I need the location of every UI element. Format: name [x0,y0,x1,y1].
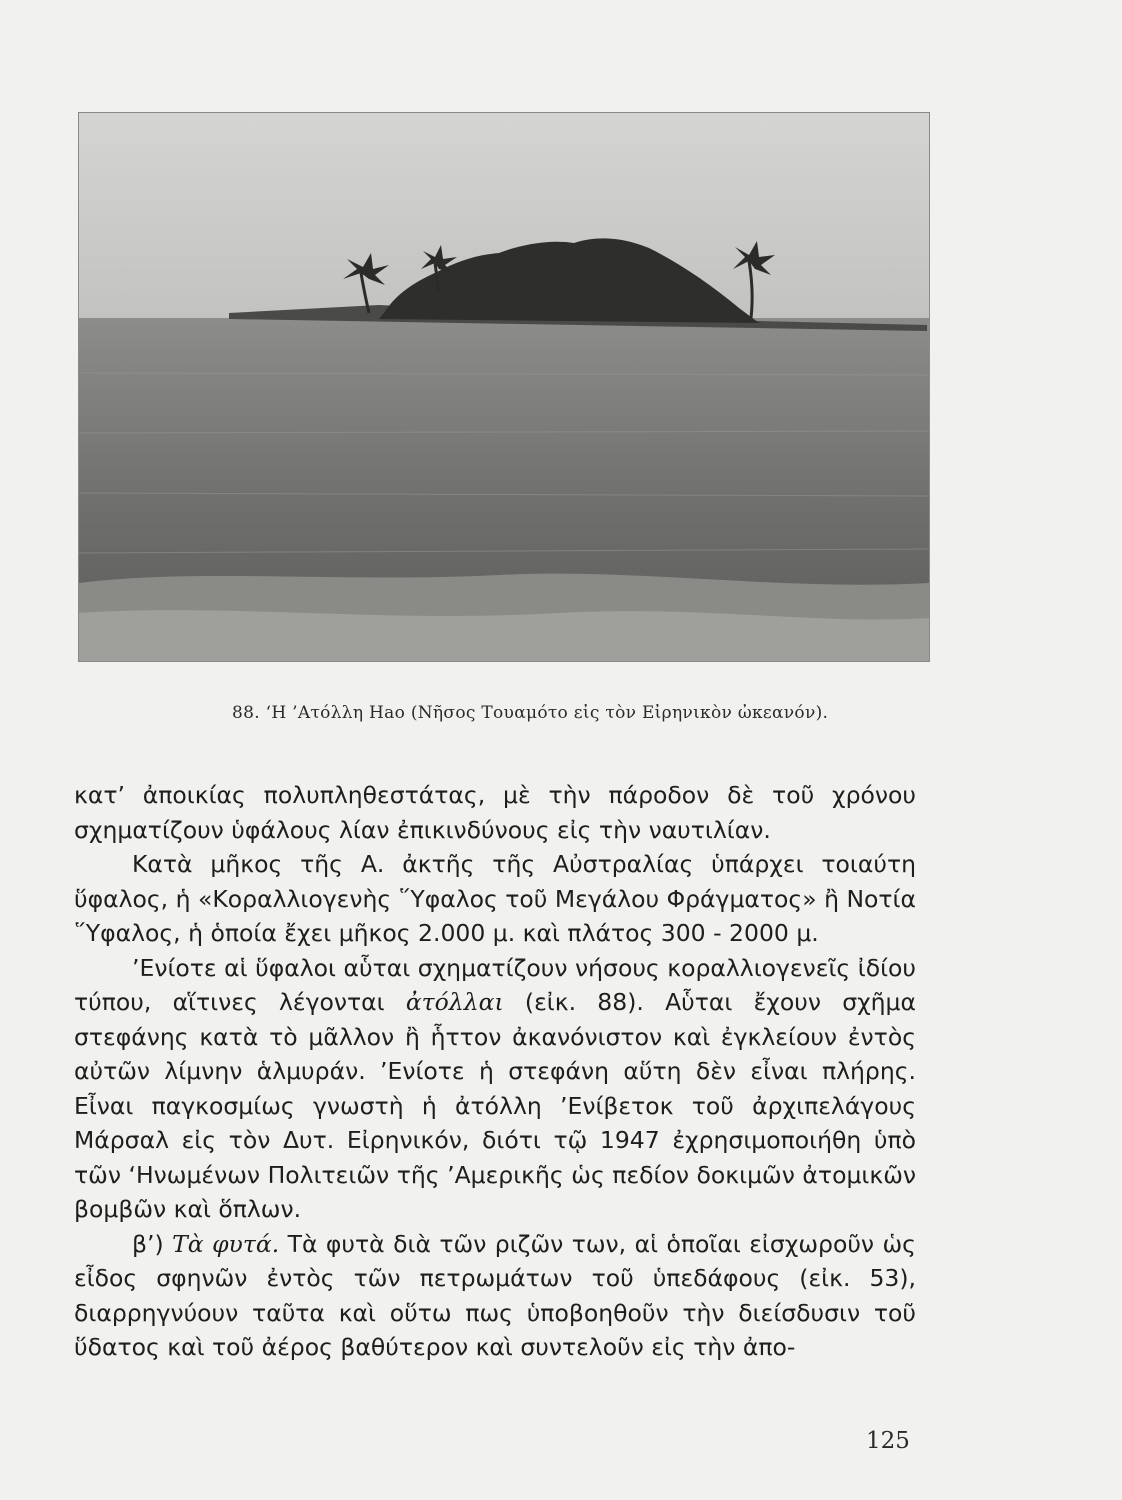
paragraph-3 [74,951,916,1227]
paragraph-4 [74,1227,916,1365]
paragraph-2: Κατὰ μῆκος τῆς Α. ἀκτῆς τῆς Αὐστραλίας ὑπάρχει τοιαύτη ὕφαλος, ἡ «Κοραλλιογενὴς ῞Υφαλος τοῦ Μεγάλου Φράγματος» ἢ Νοτία ῞Υφαλος, ἡ ὁποία ἔχει μῆκος 2.000 μ. καὶ πλάτος 300 - 2000 μ. [74,850,916,947]
atoll-island-image [79,113,929,661]
atoll-photo [78,112,930,662]
body-text [74,778,916,1365]
page-number: 125 [866,1428,910,1454]
atolls-term: ἀτόλλαι [405,988,504,1016]
paragraph-1: κατ’ ἀποικίας πολυπληθεστάτας, μὲ τὴν πάροδον δὲ τοῦ χρόνου σχηματίζουν ὑφάλους λίαν ἐπικινδύνους εἰς τὴν ναυτιλίαν. [74,781,916,844]
section-label: β’) [132,1229,173,1258]
paragraph-4-rest: Τὰ φυτὰ διὰ τῶν ριζῶν των, αἱ ὁποῖαι εἰσχωροῦν ὡς εἶδος σφηνῶν ἐντὸς τῶν πετρωμάτων τοῦ ὑπεδάφους (εἰκ. 53), διαρρηγνύουν ταῦτα καὶ οὕτω πως ὑποβοηθοῦν τὴν διείσδυσιν τοῦ ὕδατος καὶ τοῦ ἀέρος βαθύτερον καὶ συντελοῦν εἰς τὴν ἀπο- [74,1229,916,1361]
paragraph-3-rest: (εἰκ. 88). Αὗται ἔχουν σχῆμα στεφάνης κατὰ τὸ μᾶλλον ἢ ἧττον ἀκανόνιστον καὶ ἐγκλείουν ἐντὸς αὐτῶν λίμνην ἁλμυράν. ’Ενίοτε ἡ στεφάνη αὕτη δὲν εἶναι πλήρης. Εἶναι παγκοσμίως γνωστὴ ἡ ἀτόλλη ’Ενίβετοκ τοῦ ἀρχιπελάγους Μάρσαλ εἰς τὸν Δυτ. Εἰρηνικόν, διότι τῷ 1947 ἐχρησιμοποιήθη ὑπὸ τῶν ‘Ηνωμένων Πολιτειῶν τῆς ’Αμερικῆς ὡς πεδίον δοκιμῶν ἀτομικῶν βομβῶν καὶ ὅπλων. [74,988,916,1223]
paragraph-3-start: ’Ενίοτε αἱ ὕφαλοι αὗται σχηματίζουν νήσους κοραλλιογενεῖς ἰδίου τύπου, αἵτινες λέγονται [74,953,916,1016]
section-title: Τὰ φυτά. [172,1229,280,1258]
figure-caption: 88. ‘Η ’Ατόλλη Hao (Νῆσος Τουαμότο εἰς τὸν Εἰρηνικὸν ὠκεανόν). [232,703,829,723]
